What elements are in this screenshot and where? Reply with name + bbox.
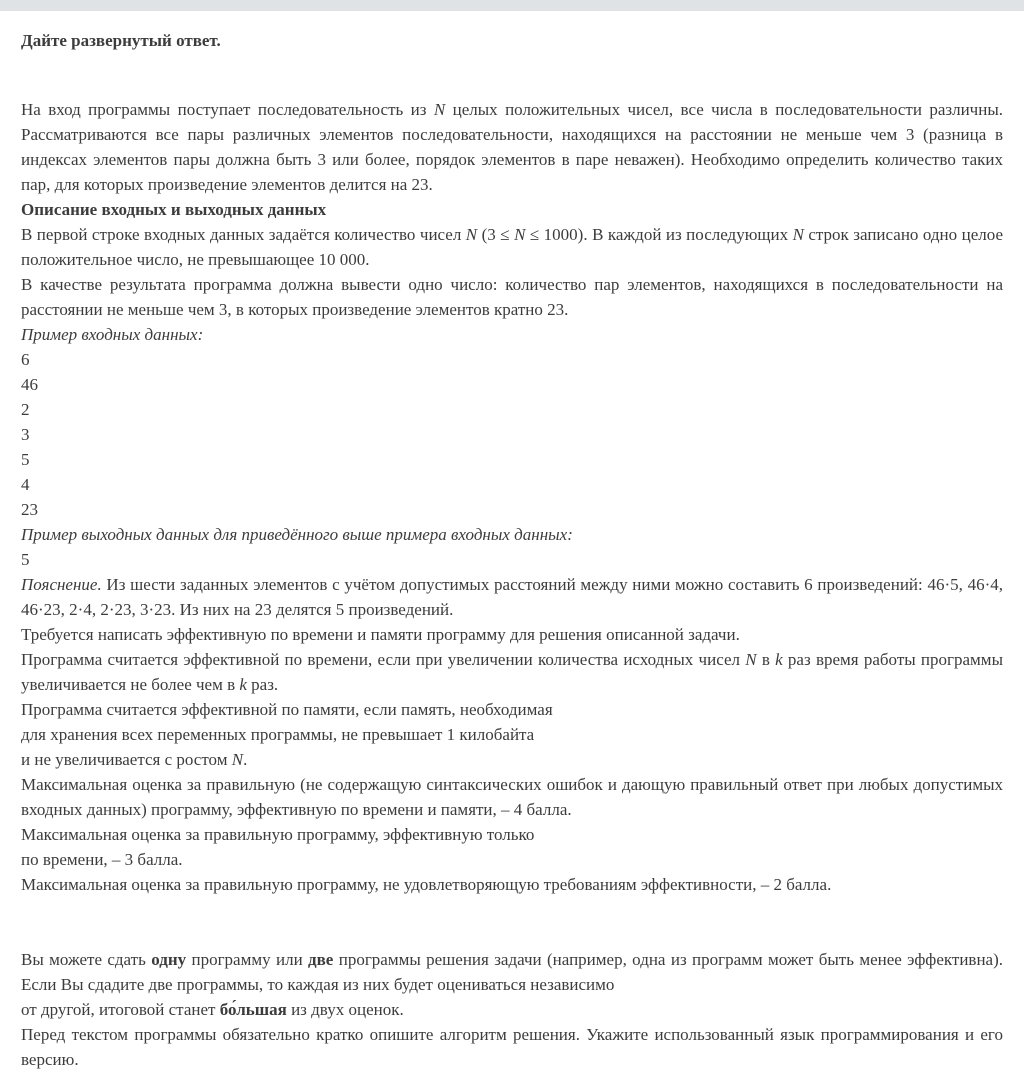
io-section-heading: Описание входных и выходных данных bbox=[21, 200, 327, 219]
submission-rules: Вы можете сдать одну программу или две программы решения задачи (например, одна из программ может быть менее эффективна). Если Вы сдадите две программы, то каждая из них будет оцениваться независимо от другой, итоговой станет бо́льшая из двух оценок. bbox=[21, 950, 1004, 1019]
problem-document bbox=[0, 11, 1024, 1072]
memory-efficiency: Программа считается эффективной по памяти, если память, необходимая для хранения всех переменных программы, не превышает 1 килобайта и не увеличивается с ростом N. bbox=[21, 700, 553, 769]
score-4-rule: Максимальная оценка за правильную (не содержащую синтаксических ошибок и дающую правильный ответ при любых допустимых входных данных) программу, эффективную по времени и памяти, – 4 балла. bbox=[21, 775, 1003, 819]
input-example-line: 6 bbox=[21, 350, 30, 369]
input-example-line: 2 bbox=[21, 400, 30, 419]
input-example-line: 46 bbox=[21, 375, 38, 394]
input-example-line: 23 bbox=[21, 500, 38, 519]
input-example-line: 5 bbox=[21, 450, 30, 469]
score-3-rule: Максимальная оценка за правильную программу, эффективную только по времени, – 3 балла. bbox=[21, 825, 535, 869]
algorithm-note: Перед текстом программы обязательно кратко опишите алгоритм решения. Укажите использованный язык программирования и его версию. bbox=[21, 1025, 1003, 1069]
score-2-rule: Максимальная оценка за правильную программу, не удовлетворяющую требованиям эффективности, – 2 балла. bbox=[21, 875, 832, 894]
output-example-value: 5 bbox=[21, 550, 30, 569]
input-example-values bbox=[21, 347, 1003, 522]
time-efficiency: Программа считается эффективной по времени, если при увеличении количества исходных чисел N в k раз время работы программы увеличивается не более чем в k раз. bbox=[21, 650, 1003, 694]
output-example-label: Пример выходных данных для приведённого выше примера входных данных: bbox=[21, 525, 573, 544]
problem-statement: На вход программы поступает последовательность из N целых положительных чисел, все числа в последовательности различны. Рассматриваются все пары различных элементов последовательности, находящихся на расстоянии не меньше чем 3 (разница в индексах элементов пары должна быть 3 или более, порядок элементов в паре неважен). Необходимо определить количество таких пар, для которых произведение элементов делится на 23. bbox=[21, 100, 1003, 194]
input-example-line: 4 bbox=[21, 475, 30, 494]
page-title: Дайте развернутый ответ. bbox=[21, 31, 221, 50]
requirement: Требуется написать эффективную по времени и памяти программу для решения описанной задачи. bbox=[21, 625, 740, 644]
input-example-line: 3 bbox=[21, 425, 30, 444]
input-example-label: Пример входных данных: bbox=[21, 325, 204, 344]
explanation: Пояснение. Из шести заданных элементов с учётом допустимых расстояний между ними можно составить 6 произведений: 46·5, 46·4, 46·23, 2·4, 2·23, 3·23. Из них на 23 делятся 5 произведений. bbox=[21, 575, 1003, 619]
top-bar bbox=[0, 0, 1024, 11]
output-format: В качестве результата программа должна вывести одно число: количество пар элементов, находящихся в последовательности на расстоянии не меньше чем 3, в которых произведение элементов кратно 23. bbox=[21, 275, 1003, 319]
input-format: В первой строке входных данных задаётся количество чисел N (3 ≤ N ≤ 1000). В каждой из последующих N строк записано одно целое положительное число, не превышающее 10 000. bbox=[21, 225, 1004, 269]
